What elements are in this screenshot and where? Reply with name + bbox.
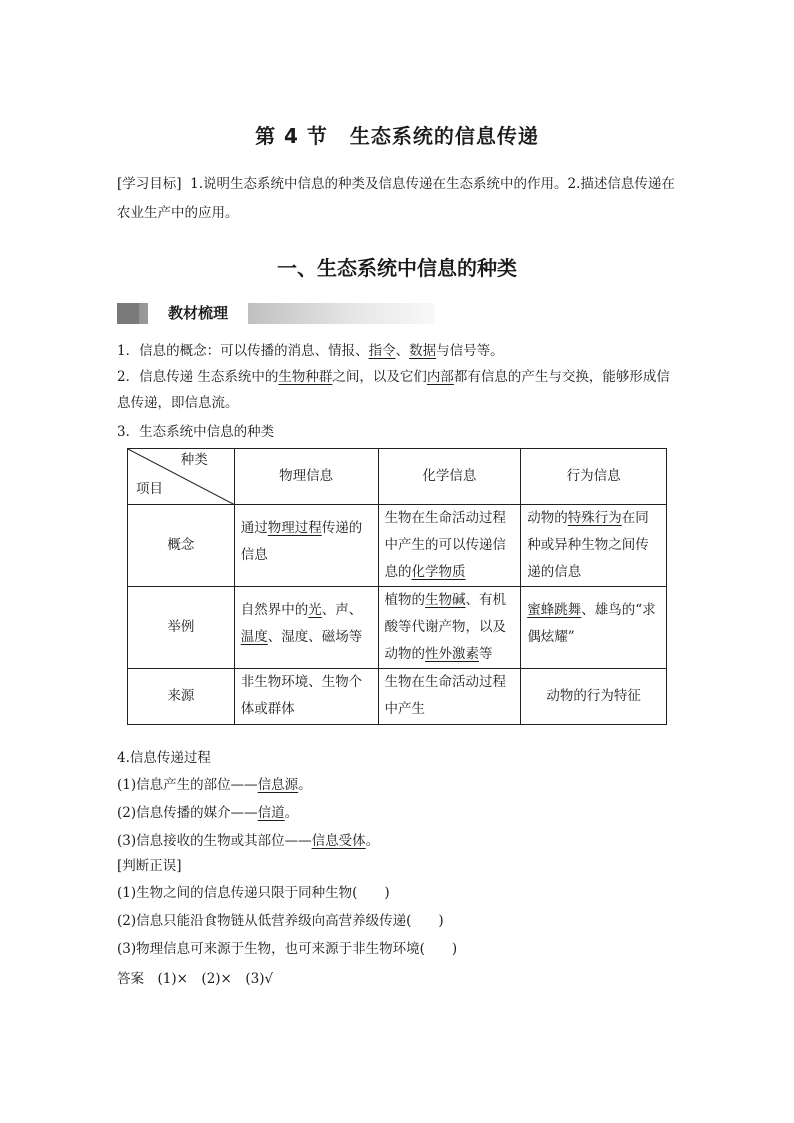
header-physical: 物理信息 [234,449,378,505]
example-behavior: 蜜蜂跳舞、雄鸟的“求偶炫耀” [521,587,667,669]
banner-bar [117,303,139,324]
judge-question-1: (1)生物之间的信息传递只限于同种生物( ) [117,885,390,901]
p2-term-2: 内部 [426,369,454,385]
process-item-3: (3)信息接收的生物或其部位——信息受体。 [117,833,380,849]
section-name: 生态系统的信息传递 [349,124,539,148]
p2-text: 2．信息传递 生态系统中的 [117,369,279,385]
process-item-2: (2)信息传播的媒介——信道。 [117,805,299,821]
objectives-text: 1.说明生态系统中信息的种类及信息传递在生态系统中的作用。2.描述信息传递在农业生产中的应用。 [117,176,675,221]
concept-physical: 通过物理过程传递的信息 [234,505,378,587]
judge-heading: [判断正误] [117,858,182,874]
example-physical: 自然界中的光、声、温度、湿度、磁场等 [234,587,378,669]
p1-text: 1．信息的概念：可以传播的消息、情报、 [117,343,369,359]
process-heading: 4.信息传递过程 [117,750,211,766]
table-corner [128,449,235,505]
row-label-source: 来源 [128,669,235,725]
process-item-1: (1)信息产生的部位——信息源。 [117,777,312,793]
source-physical: 非生物环境、生物个体或群体 [234,669,378,725]
p2-mid: 之间，以及它们 [332,369,427,385]
learning-objectives [117,170,683,228]
corner-kind: 种类 [180,452,208,468]
banner-label: 教材梳理 [148,303,248,324]
p1-term-1: 指令 [368,343,396,359]
paragraph-1 [117,338,683,364]
table-row [128,587,667,669]
table-row [128,505,667,587]
header-behavior: 行为信息 [521,449,667,505]
objectives-label: [学习目标] [117,176,182,192]
p2-term-1: 生物种群 [278,369,333,385]
row-label-concept: 概念 [128,505,235,587]
judge-question-3: (3)物理信息可来源于生物，也可来源于非生物环境( ) [117,941,458,957]
row-label-example: 举例 [128,587,235,669]
judge-question-2: (2)信息只能沿食物链从低营养级向高营养级传递( ) [117,913,444,929]
answer-line: 答案 (1)× (2)× (3)√ [117,971,274,987]
concept-chemical: 生物在生命活动过程中产生的可以传递信息的化学物质 [378,505,521,587]
page-title [0,120,794,149]
corner-item: 项目 [136,481,163,497]
p2-tail: 都有信息的产生与交换，能够形成信息传递，即信息流。 [117,369,670,411]
paragraph-3: 3．生态系统中信息的种类 [117,424,275,440]
info-types-table [127,448,667,725]
source-chemical: 生物在生命活动过程中产生 [378,669,521,725]
concept-behavior: 动物的特殊行为在同种或异种生物之间传递的信息 [521,505,667,587]
p1-term-2: 数据 [409,343,437,359]
example-chemical: 植物的生物碱、有机酸等代谢产物，以及动物的性外激素等 [378,587,521,669]
paragraph-2 [117,364,683,416]
table-row [128,669,667,725]
p1-tail: 与信号等。 [436,343,504,359]
header-chemical: 化学信息 [378,449,521,505]
section-number: 第 4 节 [255,124,328,148]
p1-sep: 、 [395,343,410,359]
section-heading: 一、生态系统中信息的种类 [277,256,517,280]
source-behavior: 动物的行为特征 [521,669,667,725]
